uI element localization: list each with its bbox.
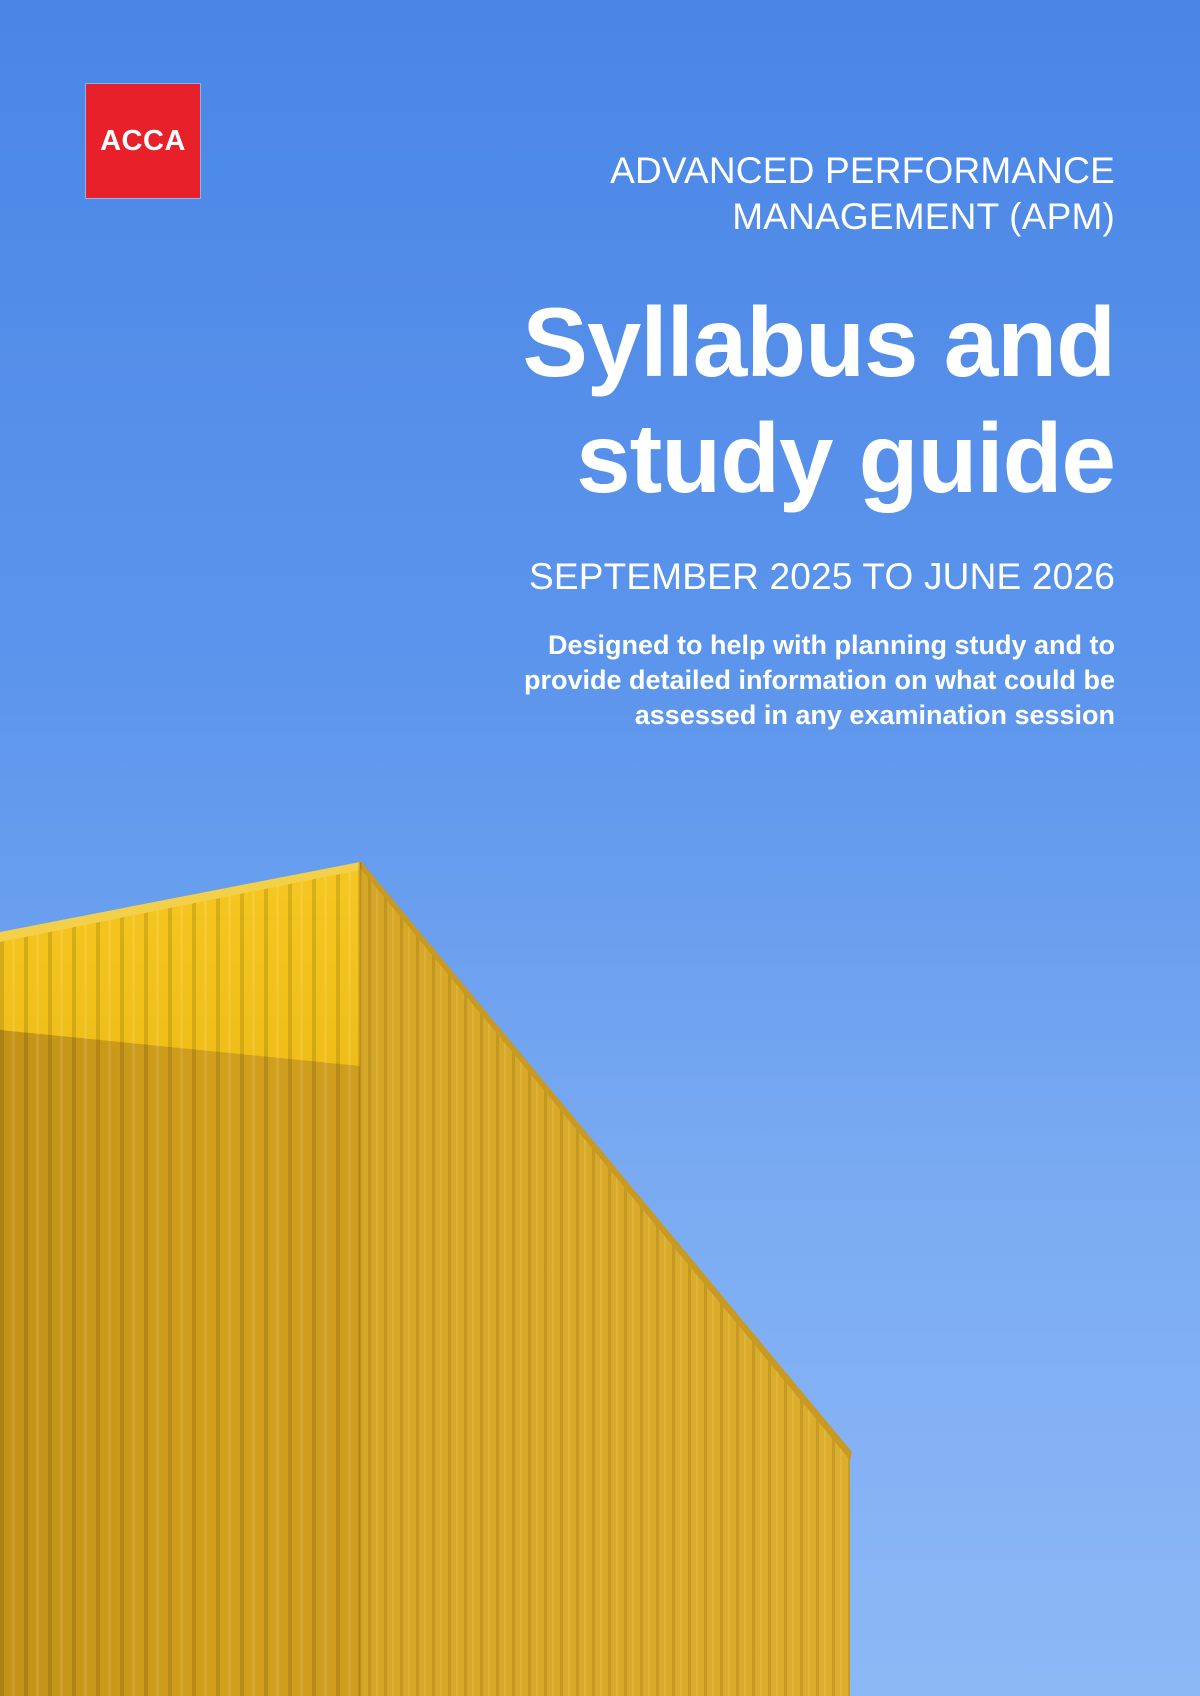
description [355,628,1115,733]
logo-text: ACCA [100,124,186,157]
acca-logo [86,84,200,198]
title-line-2: study guide [576,403,1115,513]
header-text-block [355,148,1115,733]
course-line-1: ADVANCED PERFORMANCE [610,150,1115,191]
title-line-1: Syllabus and [522,287,1115,397]
description-line-2: provide detailed information on what could be [523,665,1115,695]
course-line-2: MANAGEMENT (APM) [732,196,1115,237]
description-line-1: Designed to help with planning study and to [548,630,1115,660]
validity-dates: SEPTEMBER 2025 TO JUNE 2026 [528,556,1115,597]
description-line-3: assessed in any examination session [634,700,1115,730]
course-name [355,148,1115,240]
page-title [355,284,1115,516]
